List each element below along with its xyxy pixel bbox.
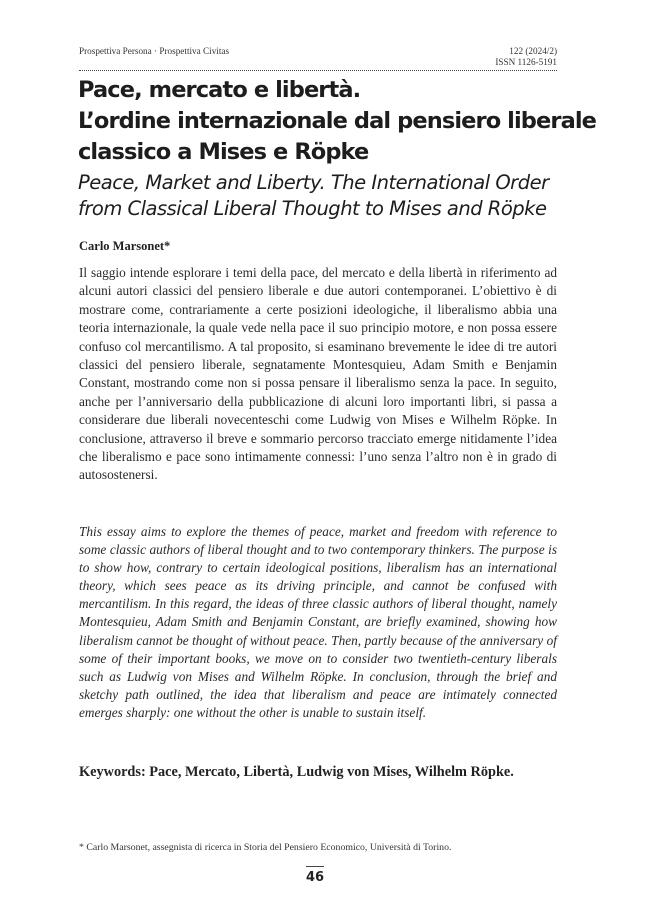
header-divider [79,70,557,71]
abstract-italian: Il saggio intende esplorare i temi della pace, del mercato e della libertà in riferimento ad alcuni autori classici del pensiero liberale e due autori contemporanei. L’obiettivo è di mostrare come, contrariamente a certe posizioni ideologiche, il liberalismo abbia una teoria internazionale, la quale vede nella pace il suo principio motore, e non possa essere confuso col mercantilismo. A tal proposito, si esaminano brevemente le idee di tre autori classici del pensiero liberale, segnatamente Montesquieu, Adam Smith e Benjamin Constant, mostrando come non si possa pensare il liberalismo senza la pace. In seguito, anche per l’anniversario della pubblicazione di alcuni loro importanti libri, si passa a considerare due liberali novecenteschi come Ludwig von Mises e Wilhelm Röpke. In conclusione, attraverso il breve e sommario percorso tracciato emerge nitidamente l’idea che liberalismo e pace sono intimamente connessi: l’uno senza l’altro non è in grado di autosostenersi. [79,265,557,483]
title-line: Pace, mercato e libertà. [78,77,361,103]
keywords: Keywords: Pace, Mercato, Libertà, Ludwig von Mises, Wilhelm Röpke. [79,764,514,780]
page-number: 46 [305,870,325,885]
author-footnote: * Carlo Marsonet, assegnista di ricerca in Storia del Pensiero Economico, Università di Torino. [79,842,452,853]
issn: ISSN 1126-5191 [495,57,557,67]
author-name: Carlo Marsonet* [79,239,171,253]
title-line: L’ordine internazionale dal pensiero liberale [78,108,597,134]
subtitle-line: Peace, Market and Liberty. The International Order [78,171,549,194]
page-number-rule [306,866,324,867]
subtitle-line: from Classical Liberal Thought to Mises and Röpke [78,197,547,220]
title-line: classico a Mises e Röpke [78,139,369,165]
journal-name: Prospettiva Persona · Prospettiva Civitas [79,46,230,56]
article-title [78,75,597,168]
abstract-english: This essay aims to explore the themes of peace, market and freedom with reference to some classic authors of liberal thought and to two contemporary thinkers. The purpose is to show how, contrary to certain ideological positions, liberalism has an international theory, which sees peace as its driving principle, and cannot be confused with mercantilism. In this regard, the ideas of three classic authors of liberal thought, namely Montesquieu, Adam Smith and Benjamin Constant, are briefly examined, showing how liberalism cannot be thought of without peace. Then, partly because of the anniversary of some of their important books, we move on to consider two twentieth-century liberals such as Ludwig von Mises and Wilhelm Röpke. In conclusion, through the brief and sketchy path outlined, the idea that liberalism and peace are intimately connected emerges sharply: one without the other is unable to sustain itself. [79,524,557,720]
issue-info [495,46,557,68]
article-subtitle [78,170,568,222]
running-header [79,45,557,67]
issue-number: 122 (2024/2) [509,46,557,56]
